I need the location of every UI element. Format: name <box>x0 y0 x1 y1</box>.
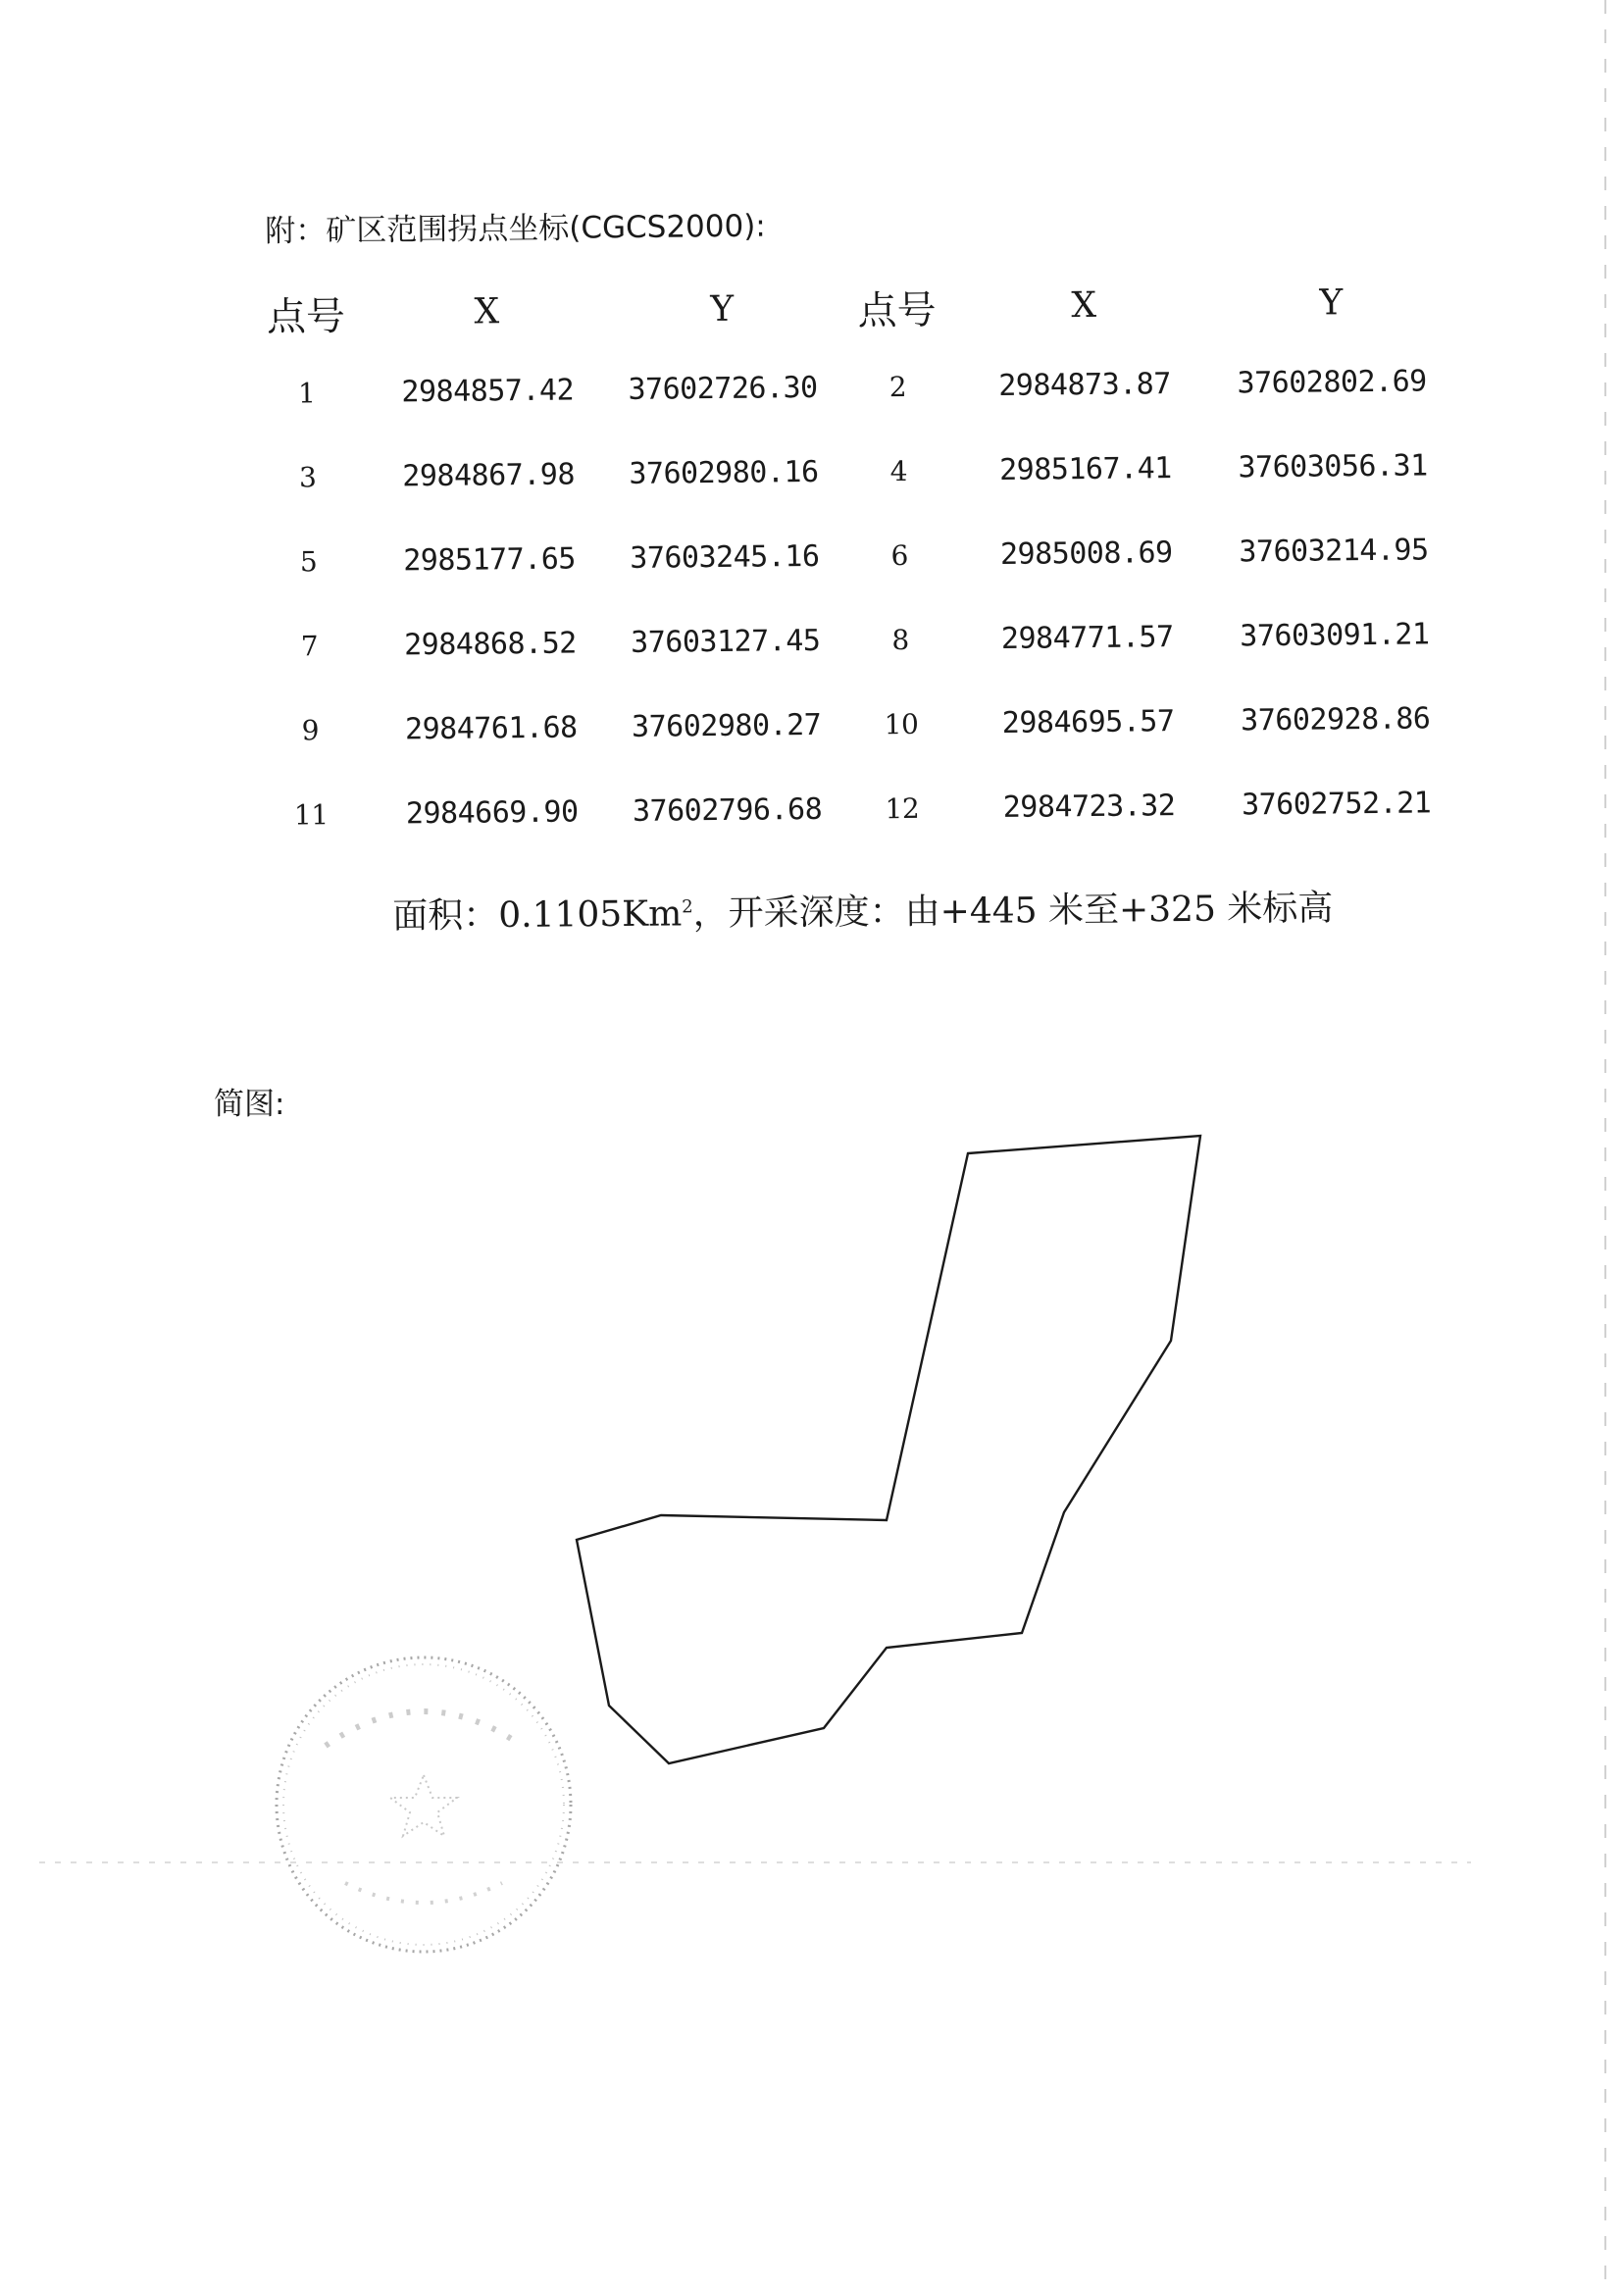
cell-x: 2985177.65 <box>403 540 577 578</box>
cell-point: 5 <box>299 544 318 578</box>
cell-x: 2984771.57 <box>1000 619 1174 656</box>
cell-point: 8 <box>891 623 909 656</box>
sketch-label: 简图: <box>214 1087 285 1122</box>
mining-area-polygon <box>577 1136 1200 1763</box>
cell-y: 37602980.16 <box>629 454 819 491</box>
cell-y: 37602928.86 <box>1241 700 1431 738</box>
header-x-left: X <box>474 290 500 332</box>
cell-x: 2985008.69 <box>999 535 1173 572</box>
cell-point: 12 <box>885 791 920 825</box>
cell-point: 1 <box>297 376 316 409</box>
document-heading: 附：矿区范围拐点坐标(CGCS2000): <box>265 208 766 249</box>
cell-x: 2984868.52 <box>403 625 577 662</box>
cell-x: 2984761.68 <box>404 709 578 746</box>
cell-x: 2984669.90 <box>405 793 579 831</box>
cell-point: 2 <box>888 370 907 403</box>
cell-x: 2984867.98 <box>402 456 576 493</box>
header-point-number-right: 点号 <box>857 287 937 333</box>
cell-point: 11 <box>293 797 329 832</box>
header-y-right: Y <box>1319 281 1344 324</box>
cell-x: 2984873.87 <box>998 366 1172 403</box>
depth-text: ，开采深度：由+445 米至+325 米标高 <box>692 888 1334 935</box>
cell-y: 37602796.68 <box>632 791 823 829</box>
cell-y: 37602802.69 <box>1237 363 1427 400</box>
cell-point: 7 <box>300 629 319 662</box>
cell-point: 9 <box>301 713 320 746</box>
cell-y: 37602752.21 <box>1241 785 1432 822</box>
scan-edge-artifact <box>1604 0 1606 2293</box>
area-text: 面积：0.1105Km <box>392 893 683 937</box>
cell-y: 37603127.45 <box>630 623 821 660</box>
scan-noise-line <box>39 1861 1471 1863</box>
cell-point: 4 <box>889 454 908 487</box>
area-unit-superscript: 2 <box>682 896 693 918</box>
cell-y: 37603091.21 <box>1240 616 1430 653</box>
header-point-number-left: 点号 <box>266 293 346 340</box>
cell-x: 2984695.57 <box>1001 703 1175 740</box>
cell-point: 3 <box>298 460 317 493</box>
cell-y: 37603056.31 <box>1238 447 1428 484</box>
cell-y: 37603245.16 <box>630 538 820 576</box>
cell-x: 2984723.32 <box>1002 788 1176 825</box>
cell-y: 37603214.95 <box>1239 532 1429 569</box>
cell-point: 6 <box>890 538 909 572</box>
cell-point: 10 <box>884 707 919 740</box>
cell-x: 2985167.41 <box>998 450 1172 487</box>
cell-y: 37602726.30 <box>628 370 818 407</box>
header-y-left: Y <box>710 288 735 330</box>
cell-y: 37602980.27 <box>631 707 822 744</box>
official-seal-stamp <box>267 1648 581 1962</box>
cell-x: 2984857.42 <box>401 372 575 409</box>
header-x-right: X <box>1071 284 1097 326</box>
